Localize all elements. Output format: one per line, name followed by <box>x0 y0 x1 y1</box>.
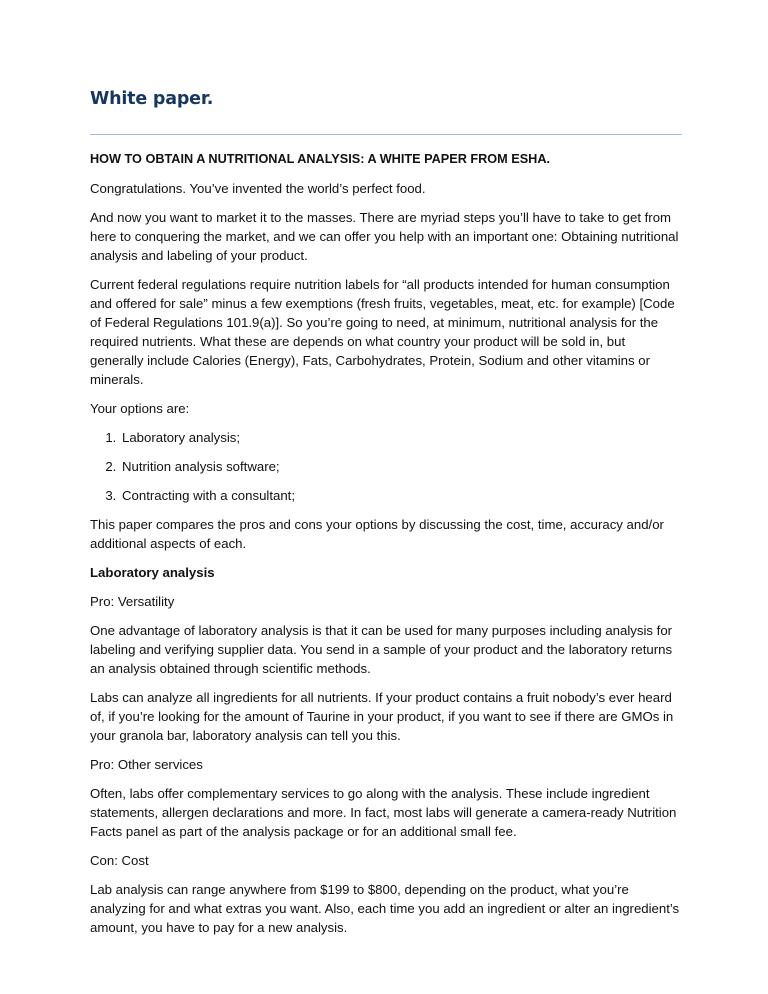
cost-paragraph: Lab analysis can range anywhere from $199 to $800, depending on the product, what you’re analyzing for and what extras you want. Also, each time you add an ingredient or alter an ingredient’s amount, you have to pay for a new analysis. <box>90 882 680 935</box>
other-services-paragraph: Often, labs offer complementary services to go along with the analysis. These include ingredient statements, allergen declarations and more. In fact, most labs will generate a camera-ready Nutrition Facts panel as part of the analysis package or for an additional small fee. <box>90 786 677 839</box>
title-divider <box>90 134 682 135</box>
option-item-laboratory: 1. Laboratory analysis; <box>120 428 682 447</box>
subheading-pro-versatility: Pro: Versatility <box>90 594 175 609</box>
intro-paragraph-2: And now you want to market it to the masses. There are myriad steps you’ll have to take to get from here to conquering the market, and we can offer you help with an important one: Obtaining nutritional analysis and labeling of your product. <box>90 210 679 263</box>
document-title: White paper. <box>90 89 214 109</box>
section-heading-laboratory: Laboratory analysis <box>90 565 215 580</box>
intro-paragraph-3: Current federal regulations require nutrition labels for “all products intended for human consumption and offered for sale” minus a few exemptions (fresh fruits, vegetables, meat, etc. for example) [Code of Federal Regulations 101.9(a)]. So you’re going to need, at minimum, nutritional analysis for the required nutrients. What these are depends on what country your product will be sold in, but generally include Calories (Energy), Fats, Carbohydrates, Protein, Sodium and other vitamins or minerals. <box>90 277 675 387</box>
intro-paragraph-1: Congratulations. You’ve invented the world’s perfect food. <box>90 181 426 196</box>
options-list <box>90 428 682 505</box>
main-heading: HOW TO OBTAIN A NUTRITIONAL ANALYSIS: A WHITE PAPER FROM ESHA. <box>90 152 551 166</box>
option-item-software: 2. Nutrition analysis software; <box>120 457 682 476</box>
summary-paragraph: This paper compares the pros and cons your options by discussing the cost, time, accuracy and/or additional aspects of each. <box>90 517 664 551</box>
options-intro: Your options are: <box>90 401 190 416</box>
subheading-con-cost: Con: Cost <box>90 853 149 868</box>
document-body <box>90 150 682 947</box>
versatility-paragraph-2: Labs can analyze all ingredients for all nutrients. If your product contains a fruit nobody’s ever heard of, if you’re looking for the amount of Taurine in your product, if you want to see if there are GMOs in your granola bar, laboratory analysis can tell you this. <box>90 690 674 743</box>
subheading-pro-other-services: Pro: Other services <box>90 757 203 772</box>
versatility-paragraph-1: One advantage of laboratory analysis is that it can be used for many purposes including analysis for labeling and verifying supplier data. You send in a sample of your product and the laboratory returns an analysis obtained through scientific methods. <box>90 623 673 676</box>
option-item-consultant: 3. Contracting with a consultant; <box>120 486 682 505</box>
